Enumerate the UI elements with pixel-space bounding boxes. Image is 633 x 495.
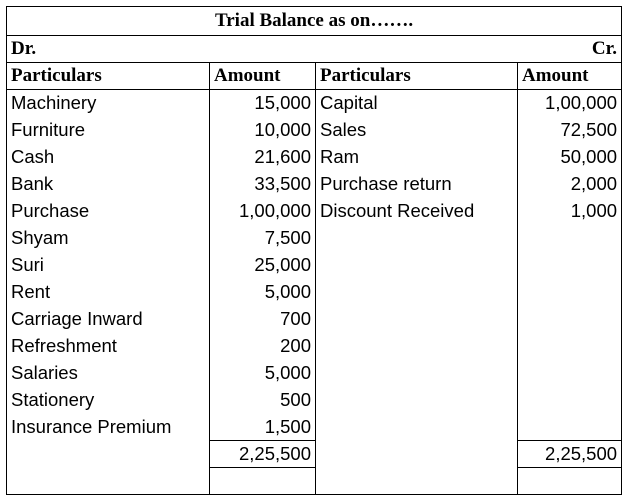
debit-amount: 33,500 — [210, 171, 316, 198]
table-row — [7, 252, 622, 279]
debit-amount: 1,500 — [210, 414, 316, 441]
closing-cell-4 — [518, 468, 622, 495]
debit-particular: Bank — [7, 171, 210, 198]
credit-particular — [316, 387, 518, 414]
credit-total: 2,25,500 — [518, 441, 622, 468]
table-title: Trial Balance as on……. — [7, 7, 622, 36]
closing-cell-1 — [7, 468, 210, 495]
title-row — [7, 7, 622, 36]
debit-amount: 1,00,000 — [210, 198, 316, 225]
debit-amount: 15,000 — [210, 90, 316, 117]
credit-particular: Sales — [316, 117, 518, 144]
debit-amount: 21,600 — [210, 144, 316, 171]
debit-particular: Shyam — [7, 225, 210, 252]
table-row — [7, 198, 622, 225]
credit-amount — [518, 252, 622, 279]
debit-particular: Cash — [7, 144, 210, 171]
closing-row — [7, 468, 622, 495]
credit-particular — [316, 306, 518, 333]
debit-particular: Rent — [7, 279, 210, 306]
credit-amount — [518, 279, 622, 306]
credit-particular: Capital — [316, 90, 518, 117]
dr-label: Dr. — [7, 36, 316, 63]
credit-particular — [316, 333, 518, 360]
credit-amount: 2,000 — [518, 171, 622, 198]
credit-amount — [518, 306, 622, 333]
table-row — [7, 360, 622, 387]
table-row — [7, 414, 622, 441]
credit-particular: Purchase return — [316, 171, 518, 198]
table-row — [7, 306, 622, 333]
credit-particular: Ram — [316, 144, 518, 171]
debit-amount: 25,000 — [210, 252, 316, 279]
credit-amount: 50,000 — [518, 144, 622, 171]
credit-amount — [518, 414, 622, 441]
header-particulars-credit: Particulars — [316, 63, 518, 90]
debit-total: 2,25,500 — [210, 441, 316, 468]
credit-particular — [316, 279, 518, 306]
header-amount-credit: Amount — [518, 63, 622, 90]
debit-amount: 700 — [210, 306, 316, 333]
credit-particular — [316, 225, 518, 252]
debit-particular: Suri — [7, 252, 210, 279]
credit-amount — [518, 333, 622, 360]
trial-balance-table — [6, 6, 622, 495]
credit-particular — [316, 360, 518, 387]
credit-amount: 1,00,000 — [518, 90, 622, 117]
credit-amount — [518, 387, 622, 414]
totals-row — [7, 441, 622, 468]
debit-particular: Machinery — [7, 90, 210, 117]
table-row — [7, 225, 622, 252]
table-row — [7, 117, 622, 144]
credit-amount — [518, 225, 622, 252]
debit-amount: 5,000 — [210, 360, 316, 387]
credit-particular — [316, 252, 518, 279]
debit-amount: 7,500 — [210, 225, 316, 252]
credit-amount — [518, 360, 622, 387]
totals-spacer-mid — [316, 441, 518, 468]
debit-particular: Salaries — [7, 360, 210, 387]
debit-amount: 10,000 — [210, 117, 316, 144]
debit-amount: 5,000 — [210, 279, 316, 306]
credit-particular — [316, 414, 518, 441]
credit-amount: 72,500 — [518, 117, 622, 144]
header-amount-debit: Amount — [210, 63, 316, 90]
cr-label: Cr. — [316, 36, 622, 63]
debit-particular: Refreshment — [7, 333, 210, 360]
dr-cr-row — [7, 36, 622, 63]
debit-particular: Purchase — [7, 198, 210, 225]
closing-cell-2 — [210, 468, 316, 495]
table-row — [7, 171, 622, 198]
table-row — [7, 90, 622, 117]
debit-amount: 200 — [210, 333, 316, 360]
table-row — [7, 144, 622, 171]
debit-amount: 500 — [210, 387, 316, 414]
totals-spacer-left — [7, 441, 210, 468]
debit-particular: Furniture — [7, 117, 210, 144]
credit-particular: Discount Received — [316, 198, 518, 225]
debit-particular: Insurance Premium — [7, 414, 210, 441]
header-particulars-debit: Particulars — [7, 63, 210, 90]
table-row — [7, 333, 622, 360]
credit-amount: 1,000 — [518, 198, 622, 225]
table-row — [7, 279, 622, 306]
debit-particular: Carriage Inward — [7, 306, 210, 333]
debit-particular: Stationery — [7, 387, 210, 414]
closing-cell-3 — [316, 468, 518, 495]
header-row — [7, 63, 622, 90]
table-row — [7, 387, 622, 414]
